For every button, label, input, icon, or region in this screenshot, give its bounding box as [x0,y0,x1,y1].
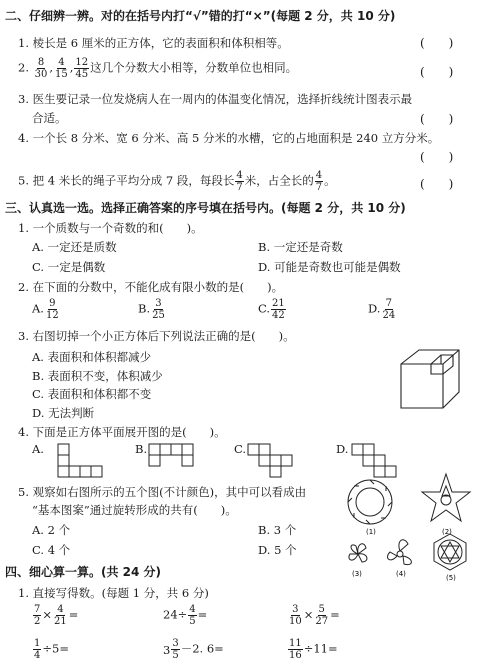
option-b[interactable]: B. 一定还是奇数 [258,240,343,254]
option-a[interactable]: A. 2 个 [32,523,71,537]
option-b[interactable]: B. 3 个 [258,523,297,537]
question-2-3-line2: 合适。 [32,111,67,125]
fraction: $\frac{4}{7}$ [236,170,243,193]
net-c-figure [244,440,334,480]
option-b[interactable]: B. [135,442,148,456]
question-3-3: 3. 右图切掉一个小正方体后下列说法正确的是( )。 [18,329,295,343]
net-a-figure [40,440,140,480]
option-c[interactable]: C. 4 个 [32,543,71,557]
option-c[interactable]: C. 一定是偶数 [32,260,106,274]
section-4-title: 四、细心算一算。(共 24 分) [5,565,162,579]
fraction: $\frac{4}{15}$ [55,57,68,80]
answer-paren[interactable]: ( ) [420,112,454,126]
question-number: 2. [18,60,29,75]
section-3-title: 三、认真选一选。选择正确答案的序号填在括号内。(每题 2 分，共 10 分) [5,201,406,215]
option-c[interactable]: C. 表面积和体积都不变 [32,387,152,401]
figure-caption-3: (3) [352,570,362,578]
option-a[interactable]: A. 表面积和体积都减少 [32,350,152,364]
rotation-patterns-figure [338,472,478,582]
question-2-2: 2. $\frac{8}{30}$ , $\frac{4}{15}$ , $\frac{12}{45}$ 这几个分数大小相等，分数单位也相同。 [18,57,298,80]
option-d[interactable]: D. 无法判断 [32,406,95,420]
option-a[interactable]: A. 一定还是质数 [32,240,117,254]
net-b-figure [145,440,235,480]
option-c[interactable]: C. $\frac{21}{42}$ [258,298,285,321]
option-d[interactable]: D. 5 个 [258,543,297,557]
sub-question-4-1: 1. 直接写得数。(每题 1 分，共 6 分) [18,586,209,600]
answer-paren[interactable]: ( ) [420,150,454,164]
answer-paren[interactable]: ( ) [420,65,454,79]
question-3-2: 2. 在下面的分数中，不能化成有限小数的是( )。 [18,280,284,294]
question-2-5: 5. 把 4 米长的绳子平均分成 7 段，每段长 $\frac{4}{7}$ 米，占全长的 $\frac{4}{7}$ 。 [18,170,336,193]
option-b[interactable]: B. 表面积不变，体积减少 [32,369,163,383]
answer-paren[interactable]: ( ) [420,177,454,191]
figure-caption-1: (1) [366,528,376,536]
question-3-4: 4. 下面是正方体平面展开图的是( )。 [18,425,226,439]
question-2-1: 1. 棱长是 6 厘米的正方体，它的表面积和体积相等。 [18,36,289,50]
figure-caption-5: (5) [446,574,456,582]
option-a[interactable]: A. [32,442,44,456]
question-3-5-line1: 5. 观察如右图所示的五个图(不计颜色)，其中可以看成由 [18,485,307,499]
fraction: $\frac{4}{7}$ [315,170,323,193]
calc-item[interactable]: $\frac{11}{16}$ ÷11= [289,638,338,661]
option-d[interactable]: D. [336,442,349,456]
question-2-3-line1: 3. 医生要记录一位发烧病人在一周内的体温变化情况，选择折线统计图表示最 [18,92,413,106]
option-a[interactable]: A. $\frac{9}{12}$ [32,298,59,321]
figure-caption-4: (4) [396,570,406,578]
question-3-1: 1. 一个质数与一个奇数的和( )。 [18,221,203,235]
option-b[interactable]: B. $\frac{3}{25}$ [138,298,165,321]
calc-item[interactable]: $\frac{7}{2}$ × $\frac{4}{21}$ = [34,604,79,627]
cut-cube-figure [395,346,467,412]
option-c[interactable]: C. [234,442,247,456]
answer-paren[interactable]: ( ) [420,36,454,50]
fraction: $\frac{12}{45}$ [75,57,89,80]
fraction: $\frac{8}{30}$ [34,57,48,80]
question-text: 这几个分数大小相等，分数单位也相同。 [90,60,298,75]
question-2-4: 4. 一个长 8 分米、宽 6 分米、高 5 分米的水槽，它的占地面积是 240 立方分米。 [18,131,440,145]
section-2-title: 二、仔细辨一辨。对的在括号内打“√”错的打“×”(每题 2 分，共 10 分) [5,9,396,23]
option-d[interactable]: D. 可能是奇数也可能是偶数 [258,260,401,274]
calc-item[interactable]: $\frac{3}{10}$ × $\frac{5}{27}$ = [289,604,340,627]
figure-caption-2: (2) [442,528,452,536]
option-d[interactable]: D. $\frac{7}{24}$ [368,298,396,321]
calc-item[interactable]: 3 $\frac{3}{5}$ －2. 6= [163,638,224,661]
question-3-5-line2: “基本图案”通过旋转形成的共有( )。 [32,503,237,517]
calc-item[interactable]: $\frac{1}{4}$ ÷5= [34,638,69,661]
calc-item[interactable]: 24÷ $\frac{4}{5}$ = [163,604,208,627]
